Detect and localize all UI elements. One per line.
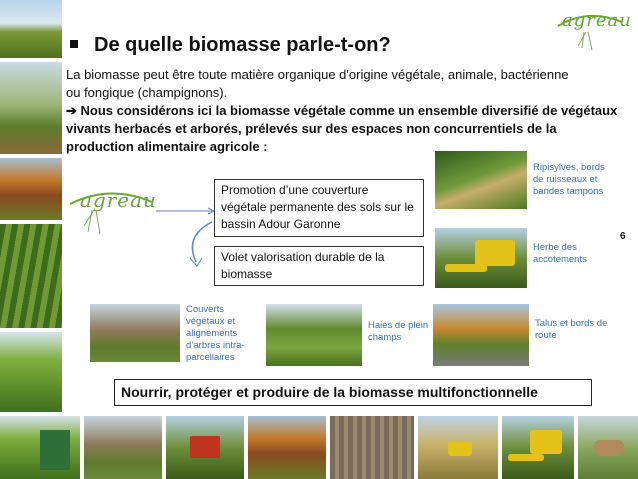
photo-left-1 <box>0 0 62 58</box>
photo-strip-8 <box>578 416 638 479</box>
photo-haies <box>266 304 362 366</box>
caption-haies: Haies de plein champs <box>368 320 429 343</box>
logo-top-right <box>548 4 632 52</box>
photo-strip-1 <box>0 416 80 479</box>
arrow-right-icon: ➔ <box>66 103 81 118</box>
page-number: 6 <box>620 231 626 242</box>
square-bullet-icon <box>70 40 78 48</box>
photo-strip-7 <box>502 416 574 479</box>
caption-herbe: Herbe des accotements <box>533 242 587 265</box>
slide-title <box>70 34 391 57</box>
photo-talus <box>433 304 529 366</box>
photo-strip-6 <box>418 416 498 479</box>
promotion-box: Promotion d’une couverture végétale permanente des sols sur le bassin Adour Garonne <box>214 179 424 237</box>
photo-herbe <box>435 228 527 288</box>
photo-left-4 <box>0 224 62 328</box>
caption-talus: Talus et bords de route <box>535 318 608 341</box>
intro-paragraph: La biomasse peut être toute matière organique d'origine végétale, animale, bactérienne ou fongique (champignons). <box>66 67 569 100</box>
consider-text: Nous considérons ici la biomasse végétale comme un ensemble diversifié de végétaux vivants herbacés et arborés, prélevés sur des espaces non concurrentiels de la production alimentaire agricole : <box>66 103 618 154</box>
photo-strip-4 <box>248 416 326 479</box>
volet-box: Volet valorisation durable de la biomasse <box>214 246 424 286</box>
title-text: De quelle biomasse parle-t-on? <box>94 34 391 56</box>
consider-paragraph <box>66 102 626 156</box>
photo-left-5 <box>0 332 62 412</box>
connector-arrows <box>150 200 220 280</box>
caption-ripisylves: Ripisylves, bords de ruisseaux et bandes tampons <box>533 162 605 197</box>
photo-couverts <box>90 304 180 362</box>
photo-strip-2 <box>84 416 162 479</box>
caption-couverts: Couverts végétaux et alignements d’arbres intra-parcellaires <box>186 304 245 363</box>
photo-strip-3 <box>166 416 244 479</box>
photo-ripisylves <box>435 151 527 209</box>
bottom-banner: Nourrir, protéger et produire de la biomasse multifonctionnelle <box>114 379 592 406</box>
photo-left-2 <box>0 62 62 154</box>
photo-strip-5 <box>330 416 414 479</box>
photo-left-3 <box>0 158 62 220</box>
logo-text: agreau <box>80 188 157 212</box>
logo-text: agreau <box>562 10 632 31</box>
logo-middle <box>66 172 158 238</box>
